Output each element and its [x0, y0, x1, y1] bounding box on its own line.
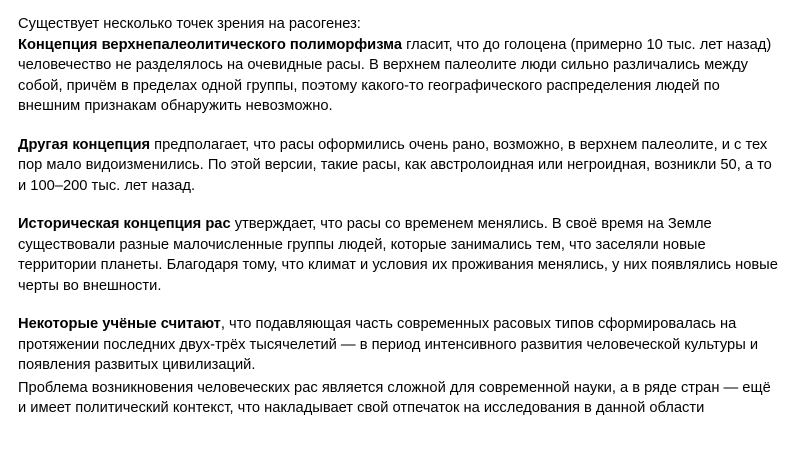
paragraph-3: [18, 214, 778, 296]
paragraph-2: [18, 135, 778, 197]
paragraph-2-text: предполагает, что расы оформились очень рано, возможно, в верхнем палеолите, и с тех пор мало видоизменились. По этой версии, такие расы, как австролоидная или негроидная, возникли 50, а то и 100–200 тыс. лет назад.: [18, 136, 772, 194]
paragraph-4-text: , что подавляющая часть современных расовых типов сформировалась на протяжении последних двух-трёх тысячелетий — в период интенсивного развития человеческой культуры и появления развитых цивилизаций.: [18, 316, 759, 373]
paragraph-1-lead: Концепция верхнепалеолитического полиморфизма: [18, 36, 402, 53]
paragraph-3-lead: Историческая концепция рас: [18, 216, 231, 232]
paragraph-1: [18, 35, 778, 117]
paragraph-3-text: утверждает, что расы со временем менялись. В своё время на Земле существовали разные малочисленные группы людей, которые занимались тем, что заселяли новые территории планеты. Благодаря тому, что климат и условия их проживания менялись, у них появлялись новые черты во внешности.: [18, 216, 778, 294]
paragraph-4-lead: Некоторые учёные считают: [18, 316, 221, 332]
paragraph-1-text: гласит, что до голоцена (примерно 10 тыс. лет назад) человечество не разделялось на очевидные расы. В верхнем палеолите люди сильно различались между собой, причём в пределах одной группы, поэтому какого-то географического распределения людей по внешним признакам обнаружить невозможно.: [18, 36, 772, 114]
closing-paragraph: Проблема возникновения человеческих рас является сложной для современной науки, а в ряде стран — ещё и имеет политический контекст, что накладывает свой отпечаток на исследования в данной области: [18, 379, 771, 416]
intro-paragraph: Существует несколько точек зрения на расогенез:: [18, 16, 361, 32]
paragraph-4: [18, 314, 778, 376]
paragraph-2-lead: Другая концепция: [18, 136, 151, 153]
